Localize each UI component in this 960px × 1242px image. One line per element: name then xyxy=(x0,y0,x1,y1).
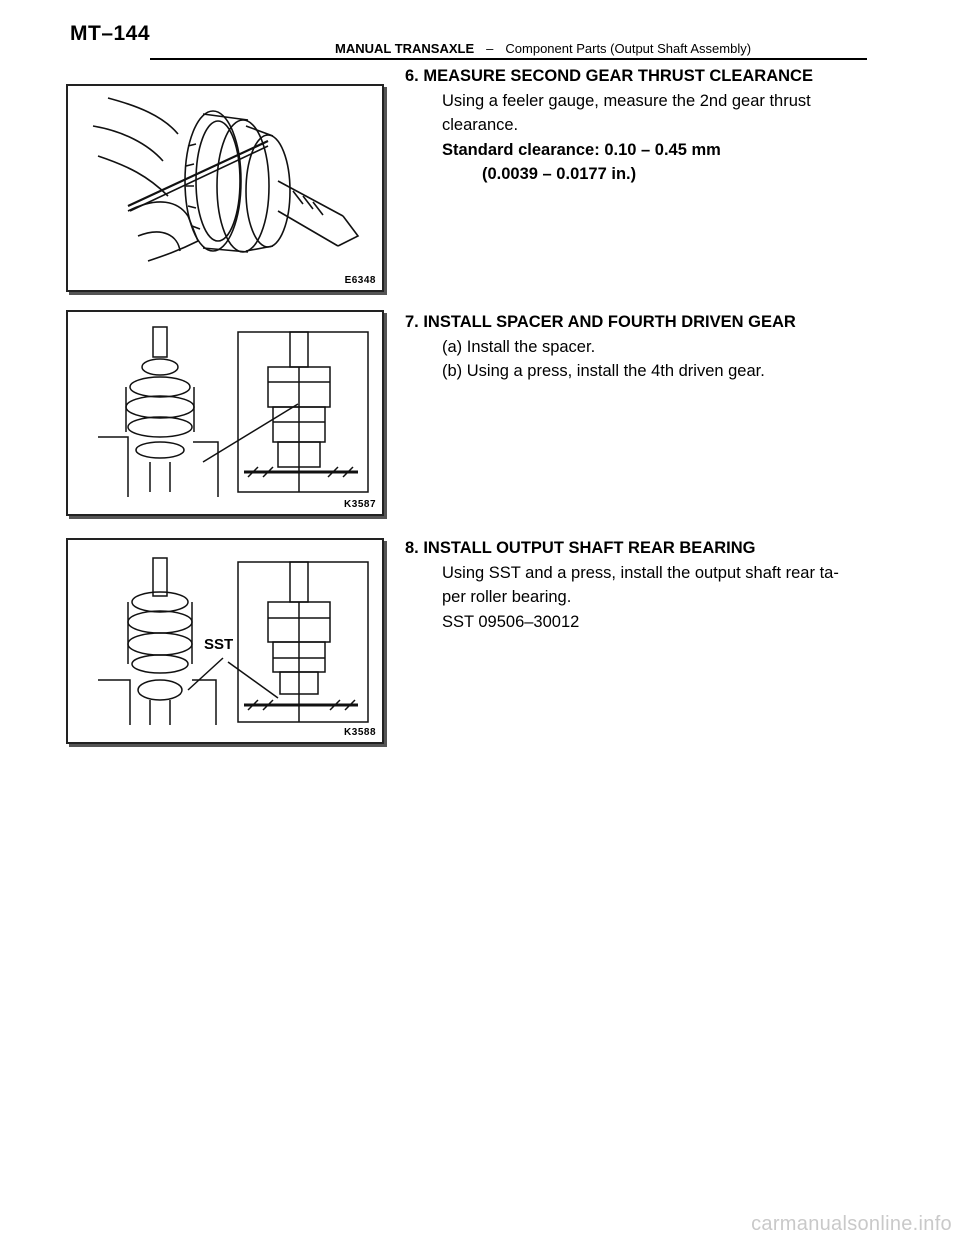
step-8-sst-number: SST 09506–30012 xyxy=(442,612,580,631)
step-7-line-a: (a) Install the spacer. xyxy=(442,337,596,356)
step-8-line-1: Using SST and a press, install the output shaft rear ta- xyxy=(442,563,839,582)
figure-feeler-gauge xyxy=(66,84,384,292)
standard-clearance-spec: Standard clearance: 0.10 – 0.45 mm xyxy=(442,140,721,159)
step-6-line-1: Using a feeler gauge, measure the 2nd gear thrust xyxy=(442,91,811,110)
watermark: carmanualsonline.info xyxy=(751,1213,952,1235)
figure-code: K3588 xyxy=(344,727,376,738)
header-section: MANUAL TRANSAXLE xyxy=(335,41,475,56)
figure-install-rear-bearing xyxy=(66,538,384,744)
header-subsection: Component Parts (Output Shaft Assembly) xyxy=(505,41,752,56)
press-fourth-gear-illustration xyxy=(68,312,382,514)
page-number: MT–144 xyxy=(70,22,151,45)
sst-callout-label: SST xyxy=(204,636,234,653)
figure-code: K3587 xyxy=(344,499,376,510)
step-6 xyxy=(405,64,813,187)
feeler-gauge-illustration xyxy=(68,86,382,290)
step-7 xyxy=(405,310,796,384)
step-8 xyxy=(405,536,839,634)
figure-code: E6348 xyxy=(344,275,376,286)
standard-clearance-imperial: (0.0039 – 0.0177 in.) xyxy=(482,165,637,183)
figure-install-fourth-gear xyxy=(66,310,384,516)
step-7-line-b: (b) Using a press, install the 4th driven gear. xyxy=(442,362,765,380)
running-header xyxy=(335,41,751,56)
step-6-title: 6. MEASURE SECOND GEAR THRUST CLEARANCE xyxy=(405,67,813,85)
step-6-line-2: clearance. xyxy=(442,116,519,134)
header-separator: – xyxy=(486,41,494,56)
step-8-title: 8. INSTALL OUTPUT SHAFT REAR BEARING xyxy=(405,539,756,557)
header-rule xyxy=(150,58,867,60)
step-8-line-2: per roller bearing. xyxy=(442,588,572,606)
step-7-title: 7. INSTALL SPACER AND FOURTH DRIVEN GEAR xyxy=(405,313,796,331)
